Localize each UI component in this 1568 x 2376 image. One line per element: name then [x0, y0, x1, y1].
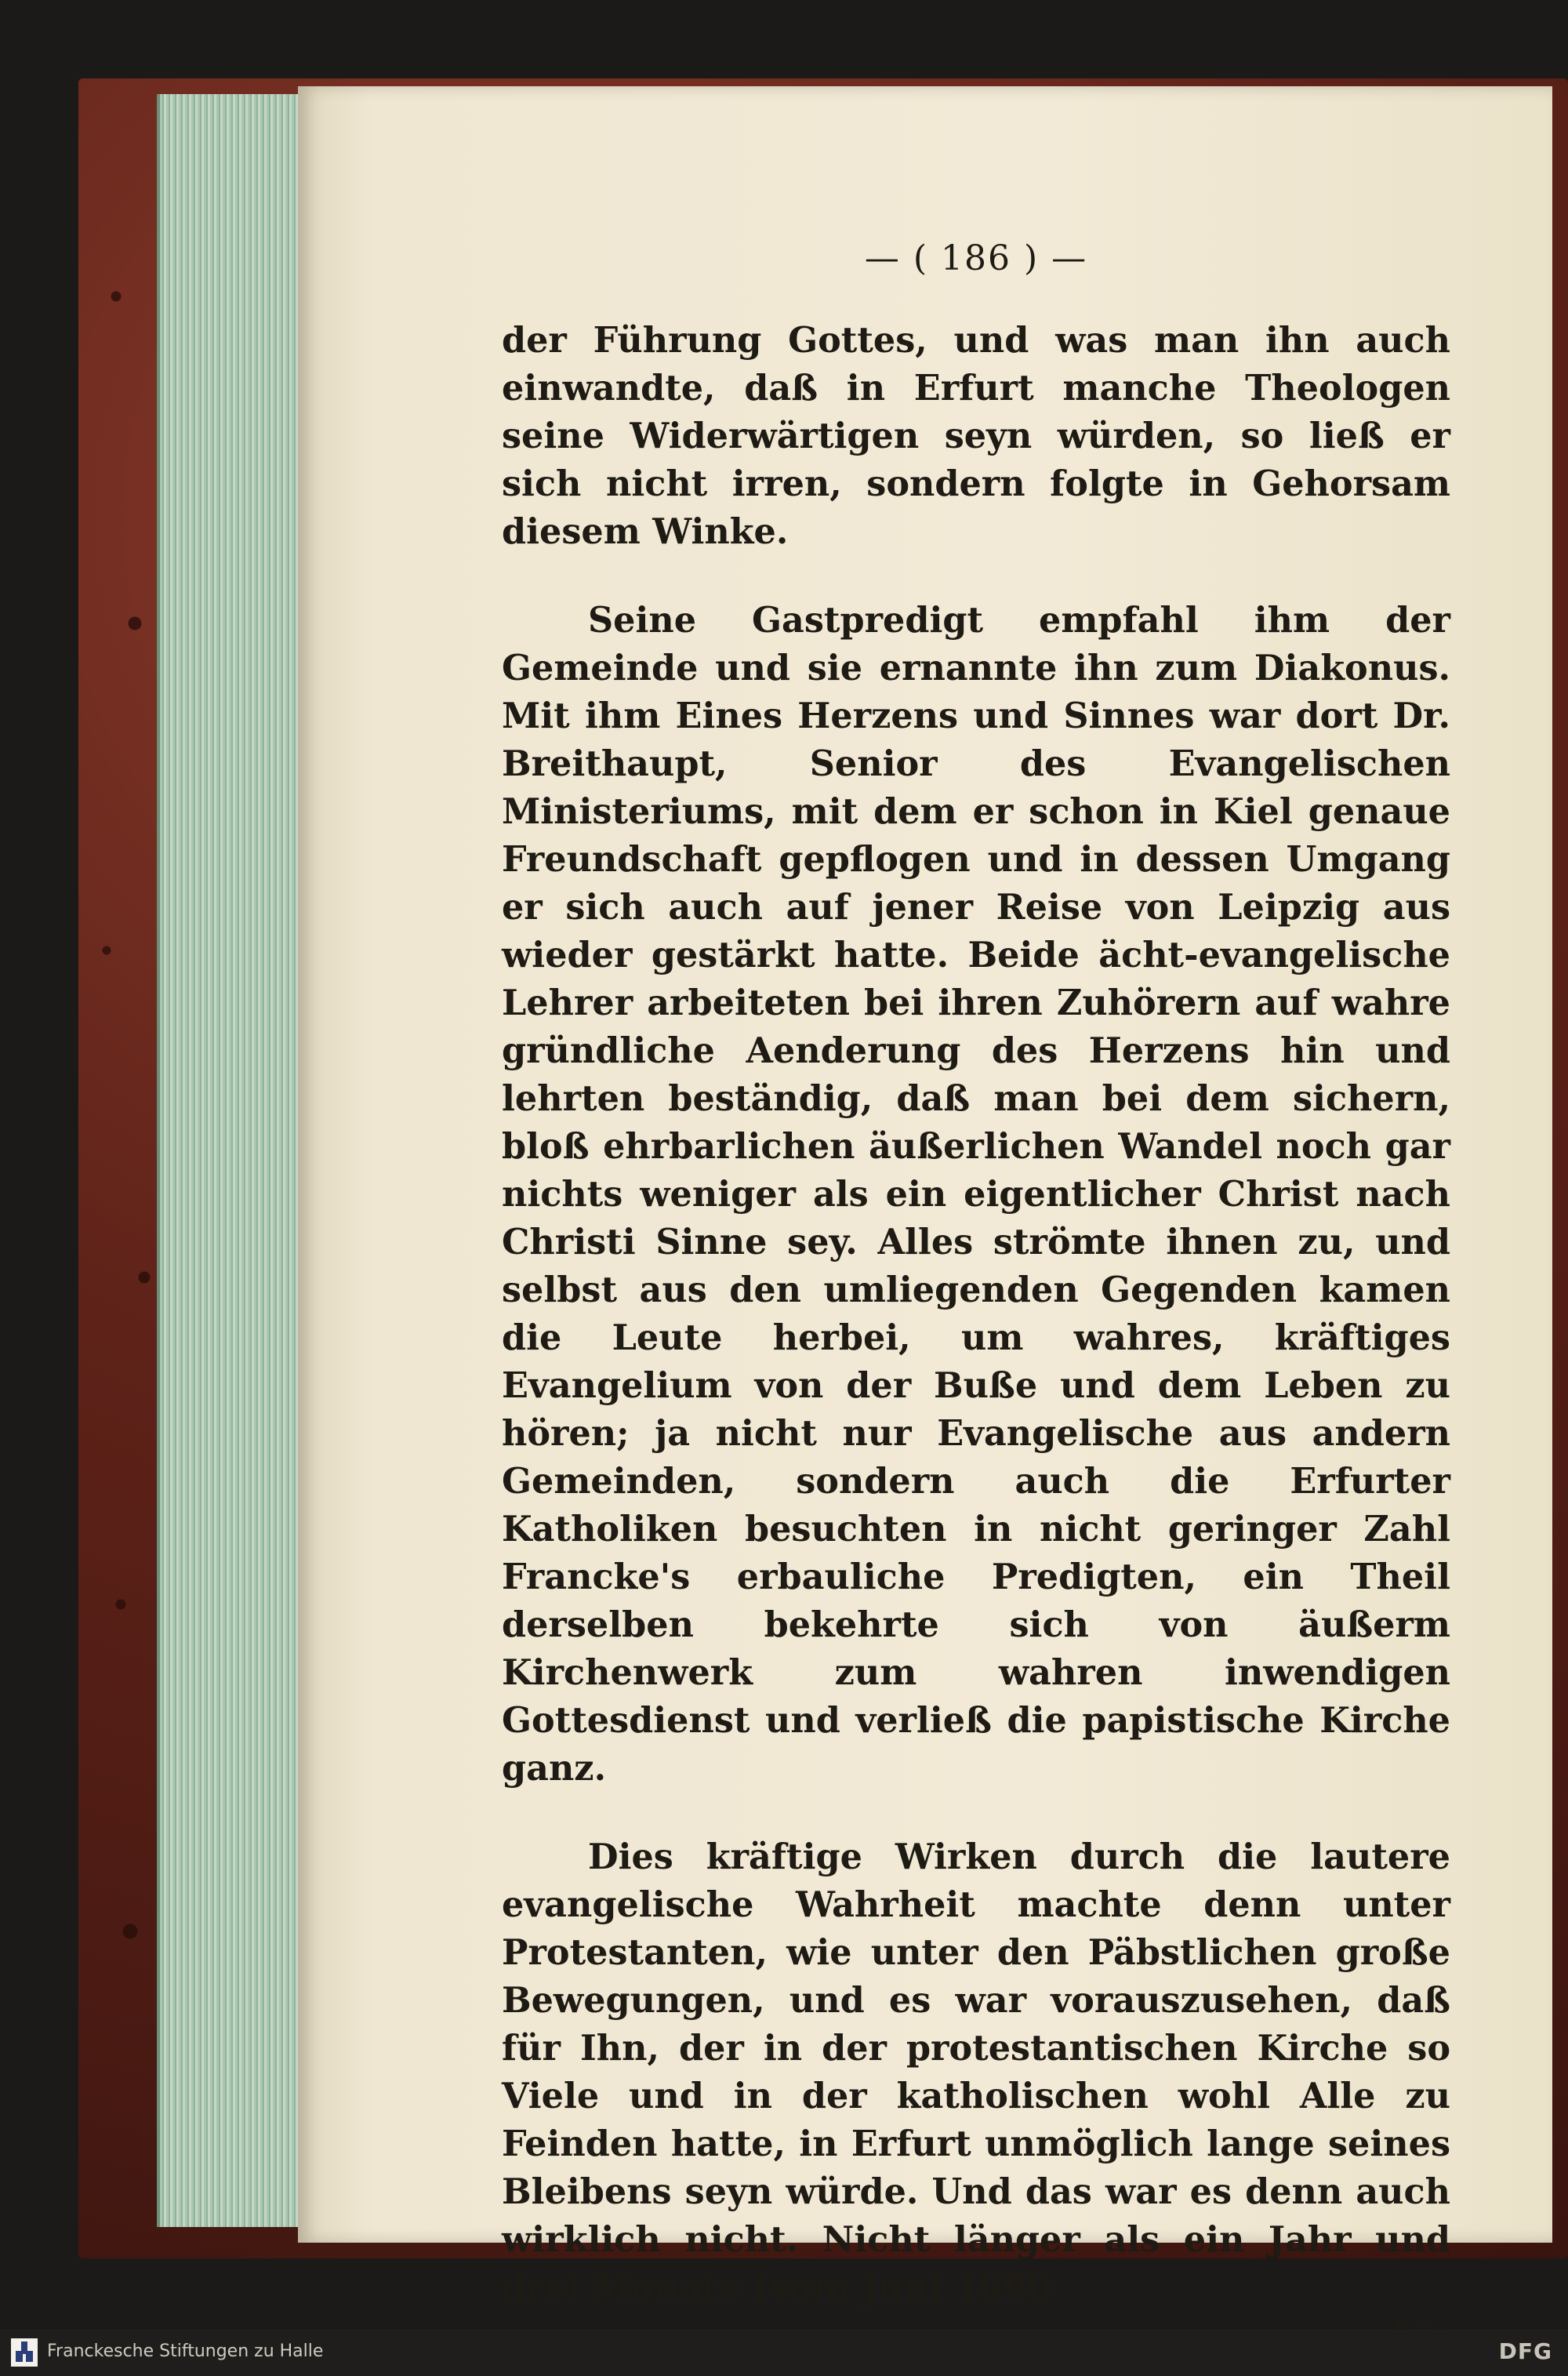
- viewer-footer: [0, 2329, 1568, 2376]
- page-number-header: — ( 186 ) —: [864, 238, 1088, 278]
- institution-logo-icon: [11, 2338, 38, 2367]
- page-text-block: [502, 235, 1450, 2360]
- funder-logo: DFG: [1498, 2338, 1552, 2364]
- paragraph-2: Seine Gastpredigt empfahl ihm der Gemeinde und sie ernannte ihn zum Diakonus. Mit ihm Eines Herzens und Sinnes war dort Dr. Breithaupt, Senior des Evangelischen Ministeriums, mit dem er schon in Kiel genaue Freundschaft gepflogen und in dessen Umgang er sich auch auf jener Reise von Leipzig aus wieder gestärkt hatte. Beide ächt-evangelische Lehrer arbeiteten bei ihren Zuhörern auf wahre gründliche Aenderung des Herzens hin und lehrten beständig, daß man bei dem sichern, bloß ehrbarlichen äußerlichen Wandel noch gar nichts weniger als ein eigentlicher Christ nach Christi Sinne sey. Alles strömte ihnen zu, und selbst aus den umliegenden Gegenden kamen die Leute herbei, um wahres, kräftiges Evangelium von der Buße und dem Leben zu hören; ja nicht nur Evangelische aus andern Gemeinden, sondern auch die Erfurter Katholiken besuchten in nicht geringer Zahl Francke's erbauliche Predigten, ein Theil derselben bekehrte sich von äußerm Kirchenwerk zum wahren inwendigen Gottesdienst und verließ die papistische Kirche ganz.: [502, 600, 1450, 1789]
- paragraph-3: Dies kräftige Wirken durch die lautere evangelische Wahrheit machte denn unter Protestanten, wie unter den Päbstlichen große Bewegungen, und es war vorauszusehen, daß für Ihn, der in der protestantischen Kirche so Viele und in der katholischen wohl Alle zu Feinden hatte, in Erfurt unmöglich lange seines Bleibens seyn würde. Und das war es denn auch wirklich nicht. Nicht länger als ein Jahr und drei Monate (vom Juni 1690: [502, 1836, 1450, 2308]
- paragraph-1: der Führung Gottes, und was man ihn auch einwandte, daß in Erfurt manche Theologen seine Widerwärtigen seyn würden, so ließ er sich nicht irren, sondern folgte in Gehorsam diesem Winke.: [502, 320, 1450, 552]
- page-edges: [157, 94, 301, 2227]
- institution-name: Franckesche Stiftungen zu Halle: [47, 2341, 324, 2361]
